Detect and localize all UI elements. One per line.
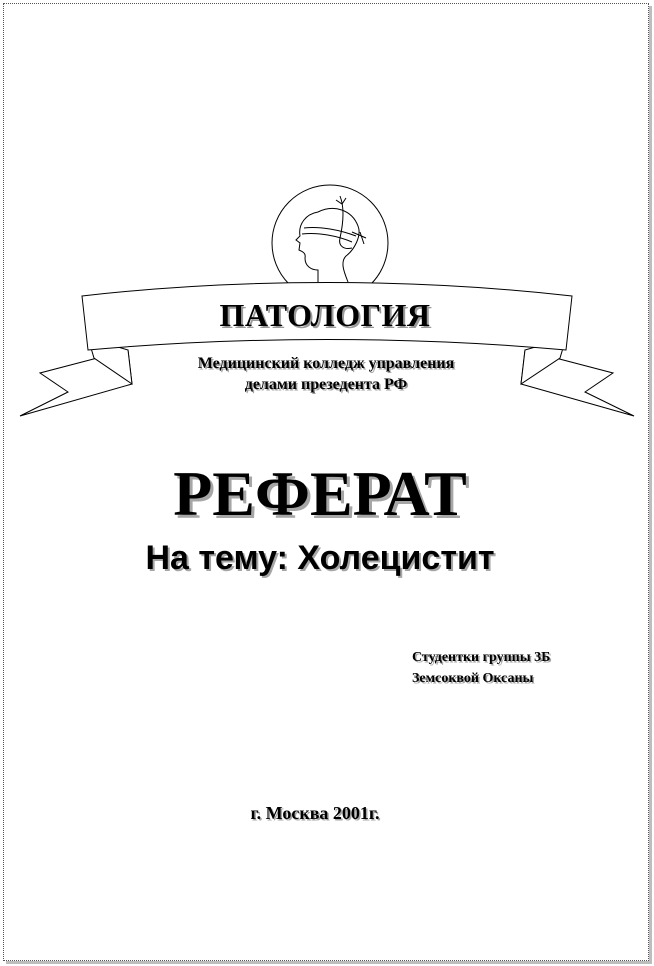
page-shadow-bottom	[6, 961, 652, 964]
author-line-2: Земсоквой Оксаны	[412, 671, 534, 686]
document-type-heading: РЕФЕРАТ	[173, 458, 467, 529]
college-name-line-2: делами презедента РФ	[244, 376, 408, 393]
place-and-year: г. Москва 2001г.	[250, 803, 380, 823]
college-name	[130, 353, 522, 395]
banner-title: ПАТОЛОГИЯ	[219, 297, 431, 333]
topic-heading: На тему: Холецистит	[145, 539, 495, 577]
author-line-1: Студентки группы 3Б	[412, 650, 551, 665]
college-name-line-1: Медицинский колледж управления	[197, 355, 455, 372]
author-block	[412, 647, 632, 689]
